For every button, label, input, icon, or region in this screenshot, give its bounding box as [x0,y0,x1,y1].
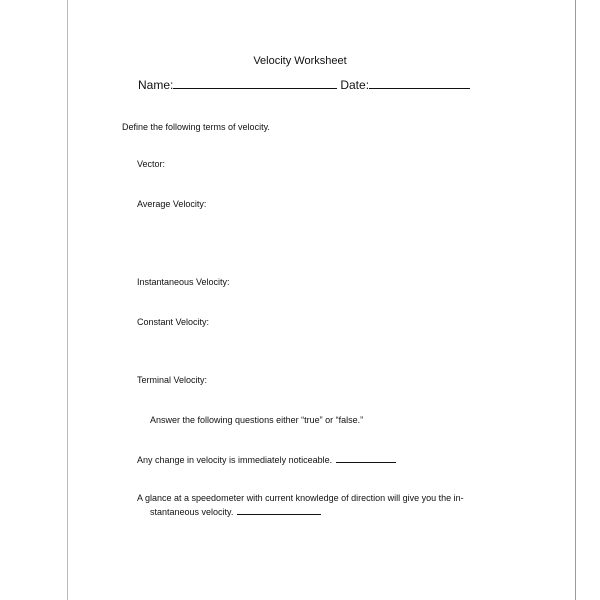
true-false-instruction: Answer the following questions either “true” or “false.” [150,415,364,425]
term-terminal-velocity: Terminal Velocity: [137,375,208,385]
date-blank-line [369,76,470,89]
question-1-answer-line [336,453,396,463]
term-constant-velocity: Constant Velocity: [137,317,210,327]
page-right-edge [575,0,576,600]
term-instantaneous-velocity: Instantaneous Velocity: [137,277,230,287]
question-1-text: Any change in velocity is immediately noticeable. [137,455,333,465]
term-average-velocity: Average Velocity: [137,199,207,209]
question-1 [137,453,396,466]
question-2-line-2 [150,505,321,518]
date-label: Date: [340,78,370,92]
page-left-edge [67,0,68,600]
question-2-text-continued: stantaneous velocity. [150,507,234,517]
question-2-line-1: A glance at a speedometer with current knowledge of direction will give you the in- [137,493,464,503]
name-date-row [138,76,470,93]
term-vector: Vector: [137,159,166,169]
name-label: Name: [138,78,174,92]
name-blank-line [173,76,337,89]
worksheet-title: Velocity Worksheet [253,55,347,67]
question-2-answer-line [237,505,321,515]
define-instruction: Define the following terms of velocity. [122,122,270,132]
